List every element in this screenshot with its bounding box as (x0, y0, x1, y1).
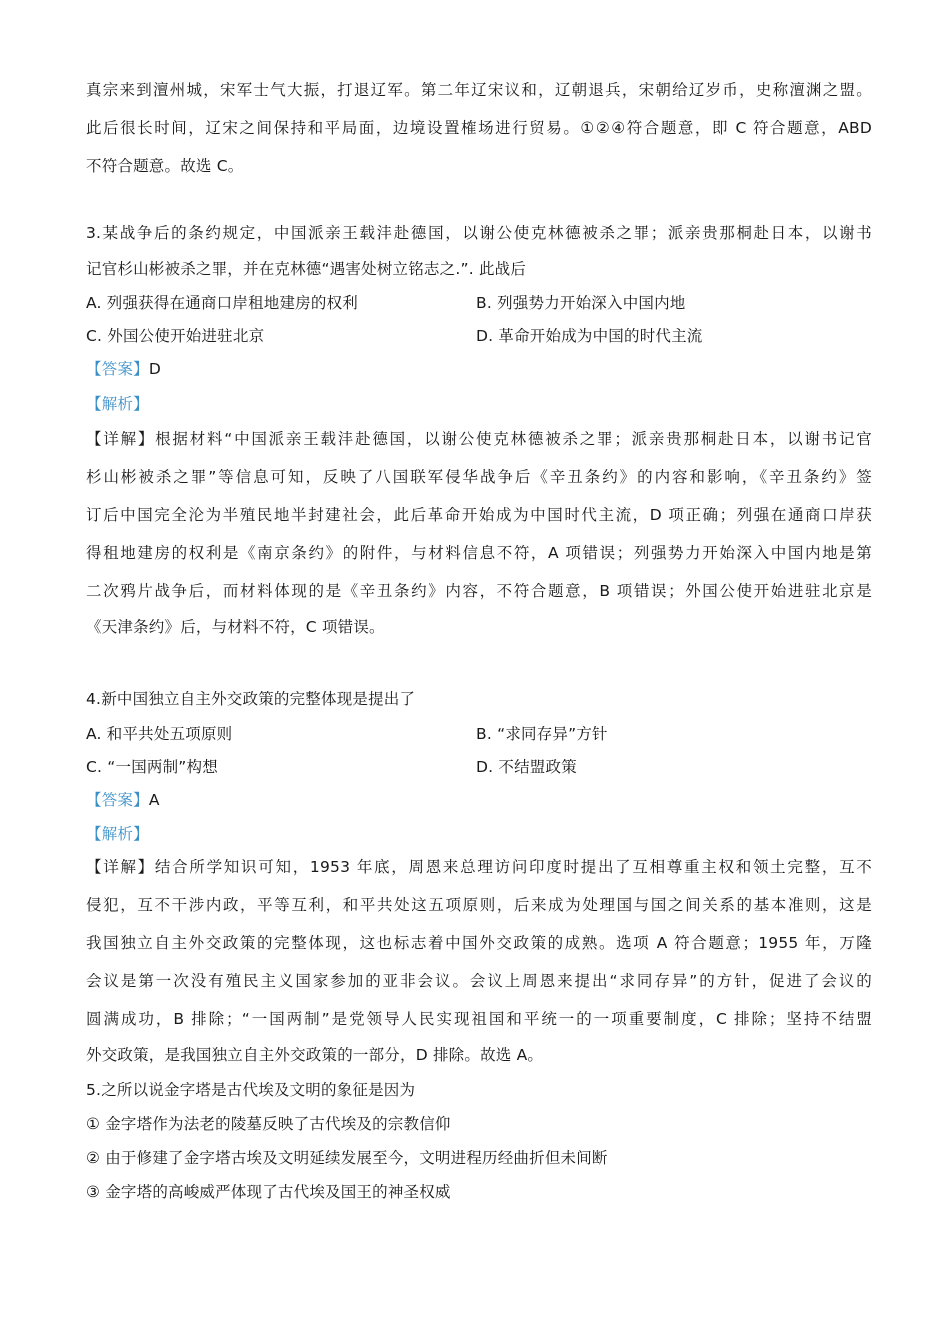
q4-detail-line-1 (86, 857, 872, 877)
q3-detail-line-5: 二次鸦片战争后，而材料体现的是《辛丑条约》内容，不符合题意，B 项错误；外国公使开始进驻北京是 (86, 582, 872, 600)
q4-answer (86, 790, 160, 810)
q4-detail-line-5: 圆满成功，B 排除；“一国两制”是党领导人民实现祖国和平统一的一项重要制度，C 排除；坚持不结盟 (86, 1010, 872, 1028)
q4-detail-line-4: 会议是第一次没有殖民主义国家参加的亚非会议。会议上周恩来提出“求同存异”的方针，促进了会议的 (86, 972, 872, 990)
q3-option-a: A. 列强获得在通商口岸租地建房的权利 (86, 294, 358, 312)
q3-answer (86, 359, 161, 379)
q4-stem: 4.新中国独立自主外交政策的完整体现是提出了 (86, 690, 416, 708)
q3-detail-line-6: 《天津条约》后，与材料不符，C 项错误。 (86, 618, 385, 636)
q4-option-a: A. 和平共处五项原则 (86, 725, 233, 743)
q3-option-c: C. 外国公使开始进驻北京 (86, 327, 265, 345)
answer-tag: 【答案】 (86, 791, 149, 809)
q5-statement-3: ③ 金字塔的高峻威严体现了古代埃及国王的神圣权威 (86, 1183, 451, 1201)
q4-analysis-heading (86, 824, 149, 844)
analysis-tag: 【解析】 (86, 825, 149, 843)
answer-value: A (148, 791, 160, 809)
answer-value: D (148, 360, 161, 378)
q3-detail-line-4: 得租地建房的权利是《南京条约》的附件，与材料信息不符，A 项错误；列强势力开始深入中国内地是第 (86, 544, 872, 562)
q4-option-d: D. 不结盟政策 (476, 758, 577, 776)
q3-option-d: D. 革命开始成为中国的时代主流 (476, 327, 703, 345)
intro-line-1: 真宗来到澶州城，宋军士气大振，打退辽军。第二年辽宋议和，辽朝退兵，宋朝给辽岁币，史称澶渊之盟。 (86, 81, 872, 99)
q4-detail-line-6: 外交政策，是我国独立自主外交政策的一部分，D 排除。故选 A。 (86, 1046, 544, 1064)
detail-text: 结合所学知识可知，1953 年底，周恩来总理访问印度时提出了互相尊重主权和领土完整，互不 (154, 858, 872, 876)
q4-option-c: C. “一国两制”构想 (86, 758, 218, 776)
intro-line-3: 不符合题意。故选 C。 (86, 157, 244, 175)
detail-tag: 【详解】 (86, 430, 156, 448)
q5-statement-2: ② 由于修建了金字塔古埃及文明延续发展至今，文明进程历经曲折但未间断 (86, 1149, 608, 1167)
intro-line-2: 此后很长时间，辽宋之间保持和平局面，边境设置榷场进行贸易。①②④符合题意，即 C 符合题意，ABD (86, 119, 872, 137)
q5-statement-1: ① 金字塔作为法老的陵墓反映了古代埃及的宗教信仰 (86, 1115, 451, 1133)
q3-stem-line-2: 记官杉山彬被杀之罪，并在克林德“遇害处树立铭志之.”. 此战后 (86, 260, 527, 278)
q4-option-b: B. “求同存异”方针 (476, 725, 608, 743)
q3-stem-line-1: 3.某战争后的条约规定，中国派亲王载沣赴德国，以谢公使克林德被杀之罪；派亲贵那桐赴日本，以谢书 (86, 224, 872, 242)
answer-tag: 【答案】 (86, 360, 149, 378)
q3-detail-line-3: 订后中国完全沦为半殖民地半封建社会，此后革命开始成为中国时代主流，D 项正确；列强在通商口岸获 (86, 506, 872, 524)
detail-text: 根据材料“中国派亲王载沣赴德国，以谢公使克林德被杀之罪；派亲贵那桐赴日本，以谢书记官 (155, 430, 872, 448)
q5-stem: 5.之所以说金字塔是古代埃及文明的象征是因为 (86, 1081, 416, 1099)
q3-option-b: B. 列强势力开始深入中国内地 (476, 294, 686, 312)
q3-detail-line-2: 杉山彬被杀之罪”等信息可知，反映了八国联军侵华战争后《辛丑条约》的内容和影响，《辛丑条约》签 (86, 468, 872, 486)
q4-detail-line-2: 侵犯，互不干涉内政，平等互利，和平共处这五项原则，后来成为处理国与国之间关系的基本准则，这是 (86, 896, 872, 914)
q4-detail-line-3: 我国独立自主外交政策的完整体现，这也标志着中国外交政策的成熟。选项 A 符合题意；1955 年，万隆 (86, 934, 872, 952)
q3-analysis-heading (86, 394, 149, 414)
analysis-tag: 【解析】 (86, 395, 149, 413)
detail-tag: 【详解】 (86, 858, 155, 876)
q3-detail-line-1 (86, 429, 872, 449)
